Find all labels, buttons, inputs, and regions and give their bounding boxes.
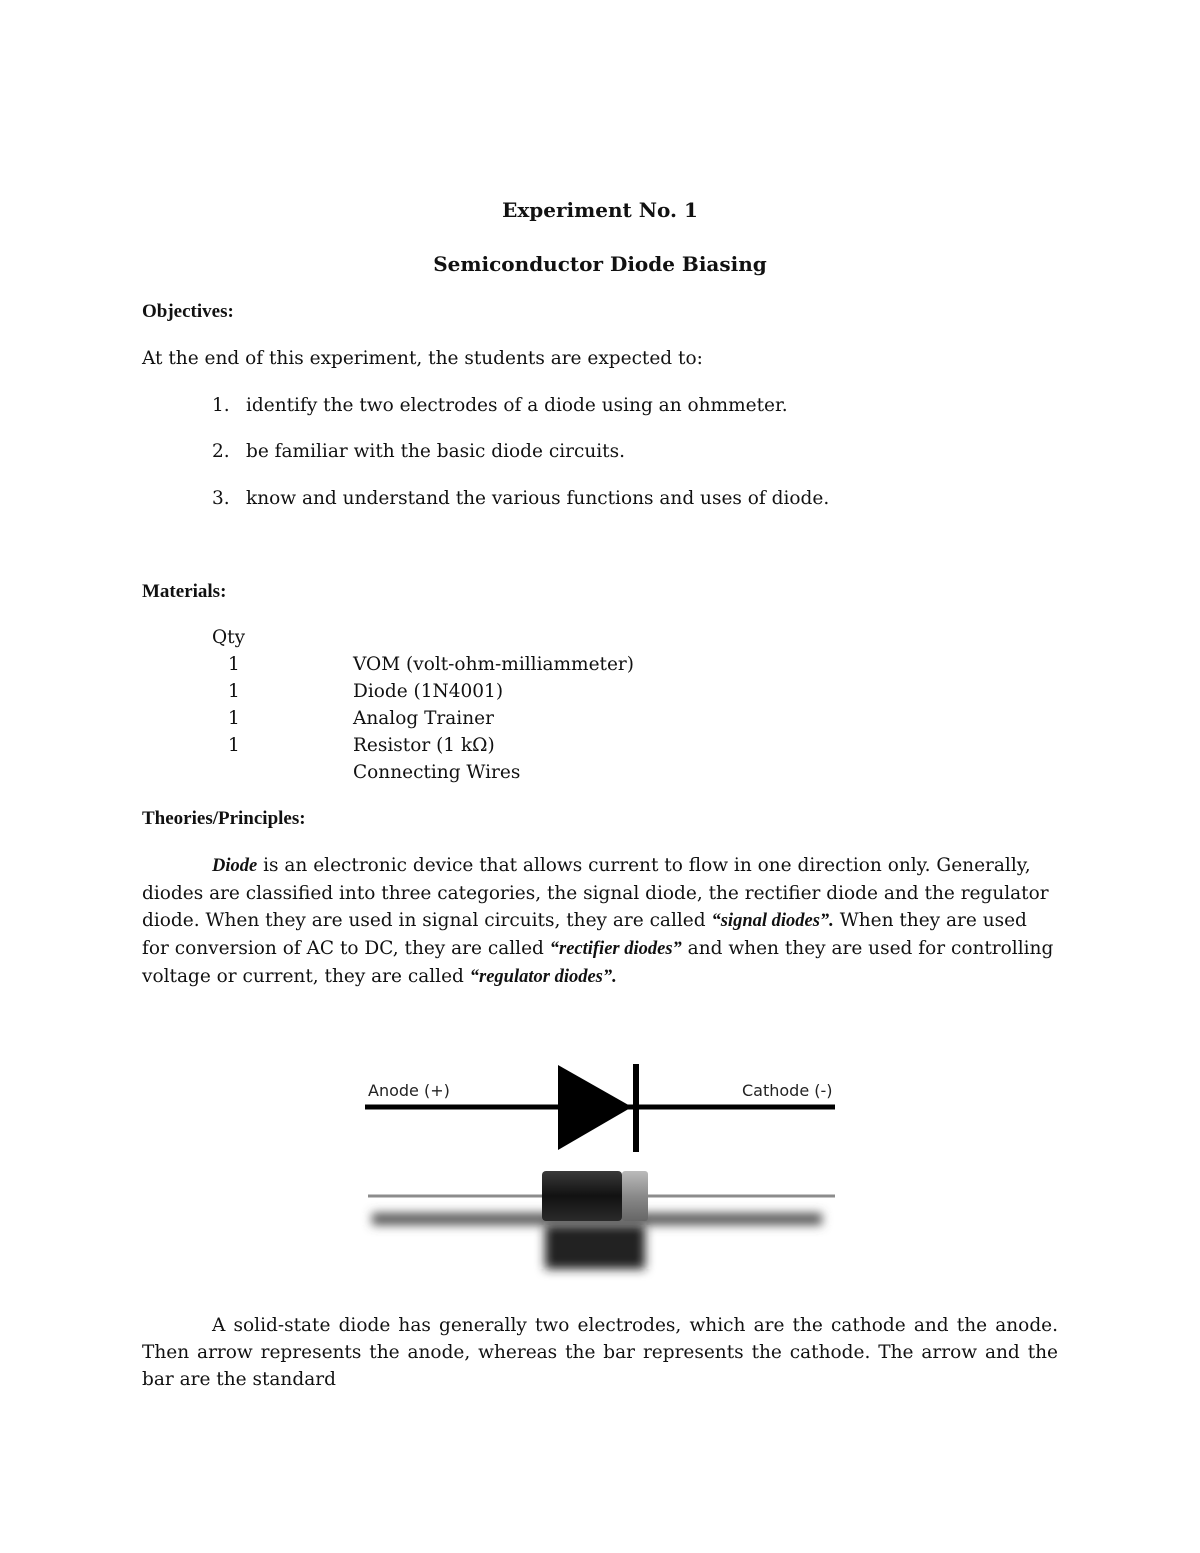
experiment-subtitle: Semiconductor Diode Biasing (433, 252, 767, 276)
body-shadow (545, 1225, 645, 1269)
list-item: be familiar with the basic diode circuits. (246, 441, 625, 462)
theory-text: and when they are used for controlling voltage or current, they are called (142, 938, 1054, 987)
signal-diodes-term: “signal diodes”. (711, 911, 834, 931)
material-qty: 1 (228, 708, 240, 729)
material-item: VOM (volt-ohm-milliammeter) (353, 654, 634, 675)
list-item-number: 3. (212, 488, 230, 509)
theory-paragraph-2: A solid-state diode has generally two electrodes, which are the cathode and the anode. Then arrow represents the anode, whereas the bar represents the cathode. The arrow and the bar are the standard (142, 1315, 1058, 1390)
objectives-heading: Objectives: (142, 301, 234, 322)
diode-component-photo (368, 1171, 835, 1269)
material-item: Connecting Wires (353, 762, 521, 783)
objectives-intro: At the end of this experiment, the students are expected to: (142, 348, 703, 369)
qty-header: Qty (212, 627, 246, 648)
experiment-title: Experiment No. 1 (502, 198, 698, 222)
rectifier-diodes-term: “rectifier diodes” (549, 939, 682, 959)
anode-label: Anode (+) (368, 1081, 450, 1100)
diode-figure (360, 1055, 850, 1285)
material-qty: 1 (228, 654, 240, 675)
cathode-label: Cathode (-) (742, 1081, 833, 1100)
anode-arrow-icon (558, 1065, 632, 1150)
material-item: Analog Trainer (353, 708, 494, 729)
diode-term: Diode (212, 856, 258, 876)
theory-text: is an electronic device that allows current to flow in one direction only. Generally, diodes are classified into three categories, the signal diode, the rectifier diode and the regulator diode. When they are used in signal circuits, they are called (142, 855, 1049, 931)
theory-paragraph-1 (142, 852, 1058, 991)
material-item: Resistor (1 kΩ) (353, 735, 495, 756)
component-body (542, 1171, 622, 1221)
cathode-bar-icon (633, 1064, 639, 1152)
regulator-diodes-term: “regulator diodes”. (469, 967, 617, 987)
theories-heading: Theories/Principles: (142, 808, 306, 829)
material-qty: 1 (228, 735, 240, 756)
material-item: Diode (1N4001) (353, 681, 504, 702)
list-item: identify the two electrodes of a diode using an ohmmeter. (246, 395, 788, 416)
list-item-number: 2. (212, 441, 230, 462)
materials-heading: Materials: (142, 581, 227, 602)
diode-symbol (365, 1064, 835, 1152)
cathode-band (622, 1171, 648, 1221)
list-item: know and understand the various functions and uses of diode. (246, 488, 830, 509)
theory-text: When they are used for conversion of AC to DC, they are called (142, 910, 1027, 959)
list-item-number: 1. (212, 395, 230, 416)
material-qty: 1 (228, 681, 240, 702)
